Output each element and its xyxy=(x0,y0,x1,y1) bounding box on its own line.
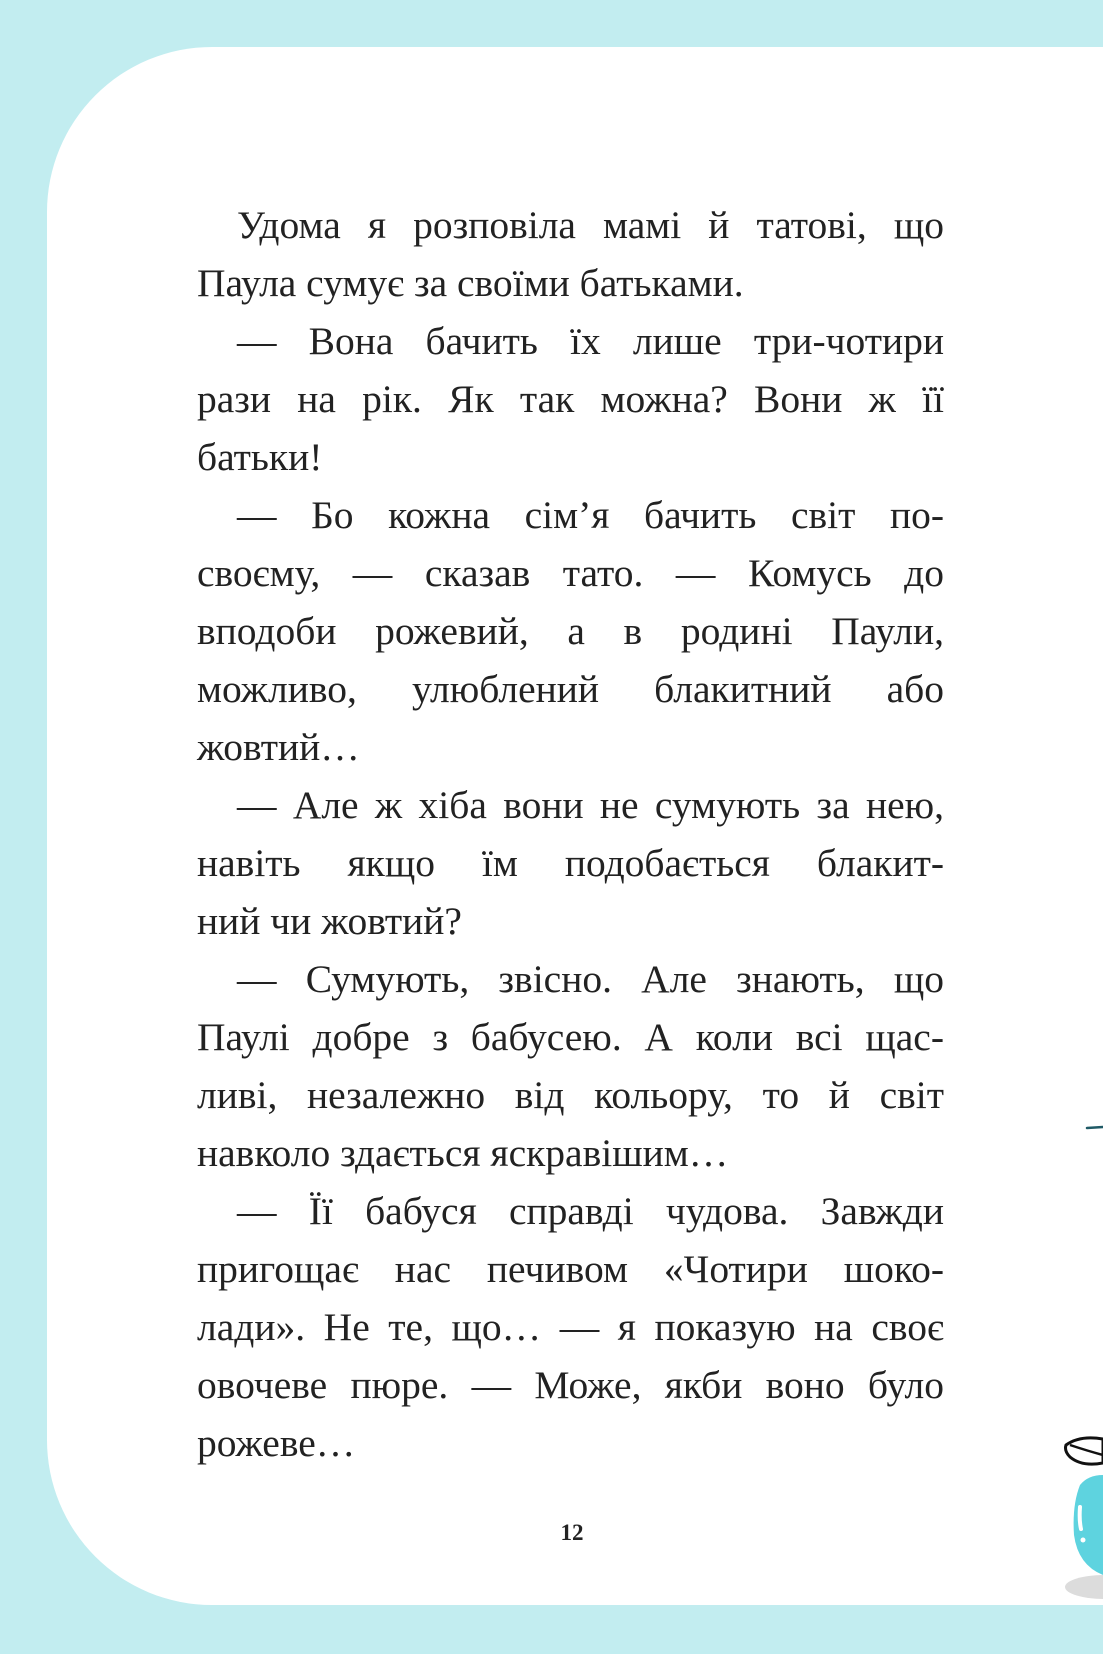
text-line: навколо здається яскравішим… xyxy=(197,1131,729,1175)
text-line: можливо, улюблений блакитний або xyxy=(197,667,944,711)
text-line: Удома я розповіла мамі й татові, що xyxy=(237,203,944,247)
text-line: пригощає нас печивом «Чотири шоко- xyxy=(197,1247,944,1291)
text-line: своєму, — сказав тато. — Комусь до xyxy=(197,551,944,595)
text-line: Паулі добре з бабусею. А коли всі щас- xyxy=(197,1015,944,1059)
text-line: — Її бабуся справді чудова. Завжди xyxy=(237,1189,944,1233)
apple-illustration-icon xyxy=(1060,1425,1103,1610)
body-text xyxy=(197,196,944,1472)
text-line: батьки! xyxy=(197,435,323,479)
decorative-dash-icon xyxy=(1085,1122,1103,1134)
text-line: — Сумують, звісно. Але знають, що xyxy=(237,957,944,1001)
text-line: Паула сумує за своїми батьками. xyxy=(197,261,744,305)
text-line: — Але ж хіба вони не сумують за нею, xyxy=(237,783,944,827)
text-line: вподоби рожевий, а в родині Паули, xyxy=(197,609,944,653)
text-line: овочеве пюре. — Може, якби воно було xyxy=(197,1363,944,1407)
text-line: навіть якщо їм подобається блакит- xyxy=(197,841,944,885)
text-line: рази на рік. Як так можна? Вони ж її xyxy=(197,377,944,421)
text-line: — Бо кожна сім’я бачить світ по- xyxy=(237,493,944,537)
text-line: ливі, незалежно від кольору, то й світ xyxy=(197,1073,944,1117)
page-number: 12 xyxy=(560,1520,584,1545)
text-line: — Вона бачить їх лише три-чотири xyxy=(237,319,944,363)
text-line: лади». Не те, що… — я показую на своє xyxy=(197,1305,944,1349)
text-line: жовтий… xyxy=(197,725,360,769)
text-line: ний чи жовтий? xyxy=(197,899,462,943)
text-line: рожеве… xyxy=(197,1421,356,1465)
